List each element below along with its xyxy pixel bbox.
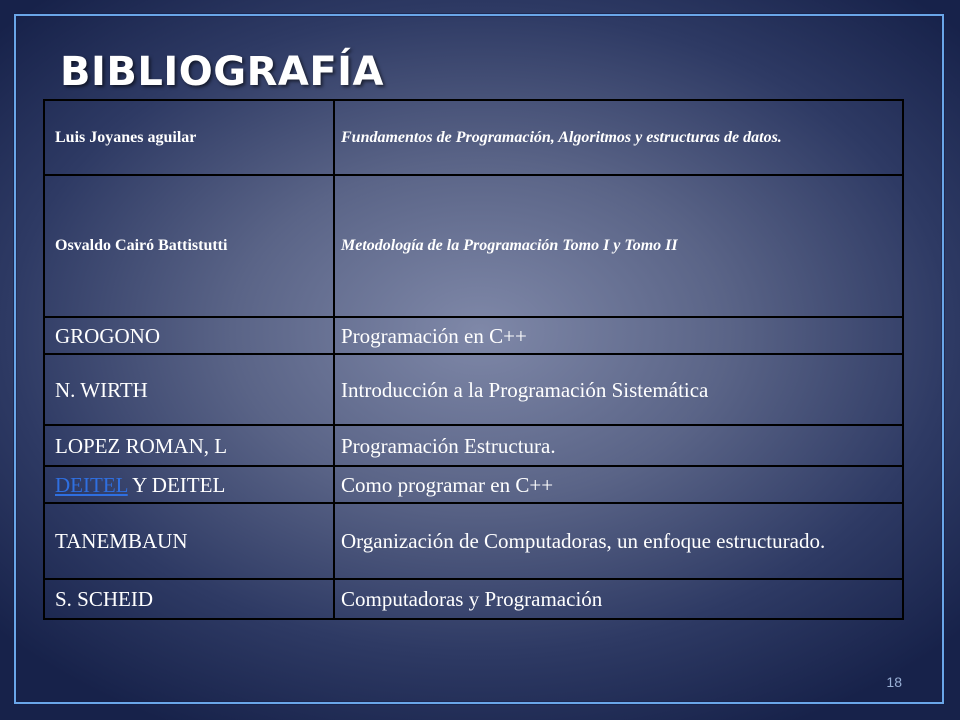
table-row xyxy=(44,466,903,503)
work-cell: Computadoras y Programación xyxy=(334,579,903,619)
work-cell: Fundamentos de Programación, Algoritmos y estructuras de datos. xyxy=(334,100,903,175)
table-row xyxy=(44,354,903,425)
author-cell: N. WIRTH xyxy=(44,354,334,425)
table-row xyxy=(44,579,903,619)
work-cell: Programación en C++ xyxy=(334,317,903,354)
slide-title: BIBLIOGRAFÍA xyxy=(60,49,384,95)
table-row xyxy=(44,503,903,579)
author-cell: LOPEZ ROMAN, L xyxy=(44,425,334,466)
bibliography-table xyxy=(43,99,904,620)
author-cell: GROGONO xyxy=(44,317,334,354)
author-rest: Y DEITEL xyxy=(127,472,226,497)
author-cell: TANEMBAUN xyxy=(44,503,334,579)
work-cell: Como programar en C++ xyxy=(334,466,903,503)
work-cell: Organización de Computadoras, un enfoque estructurado. xyxy=(334,503,903,579)
table-row xyxy=(44,317,903,354)
work-cell: Programación Estructura. xyxy=(334,425,903,466)
table-row xyxy=(44,175,903,317)
author-cell: Osvaldo Cairó Battistutti xyxy=(44,175,334,317)
work-cell: Metodología de la Programación Tomo I y Tomo II xyxy=(334,175,903,317)
table-row xyxy=(44,100,903,175)
table-row xyxy=(44,425,903,466)
work-cell: Introducción a la Programación Sistemática xyxy=(334,354,903,425)
author-cell: Luis Joyanes aguilar xyxy=(44,100,334,175)
author-link-deitel[interactable]: DEITEL xyxy=(55,472,128,497)
page-number: 18 xyxy=(886,674,902,690)
author-cell xyxy=(44,466,334,503)
author-cell: S. SCHEID xyxy=(44,579,334,619)
